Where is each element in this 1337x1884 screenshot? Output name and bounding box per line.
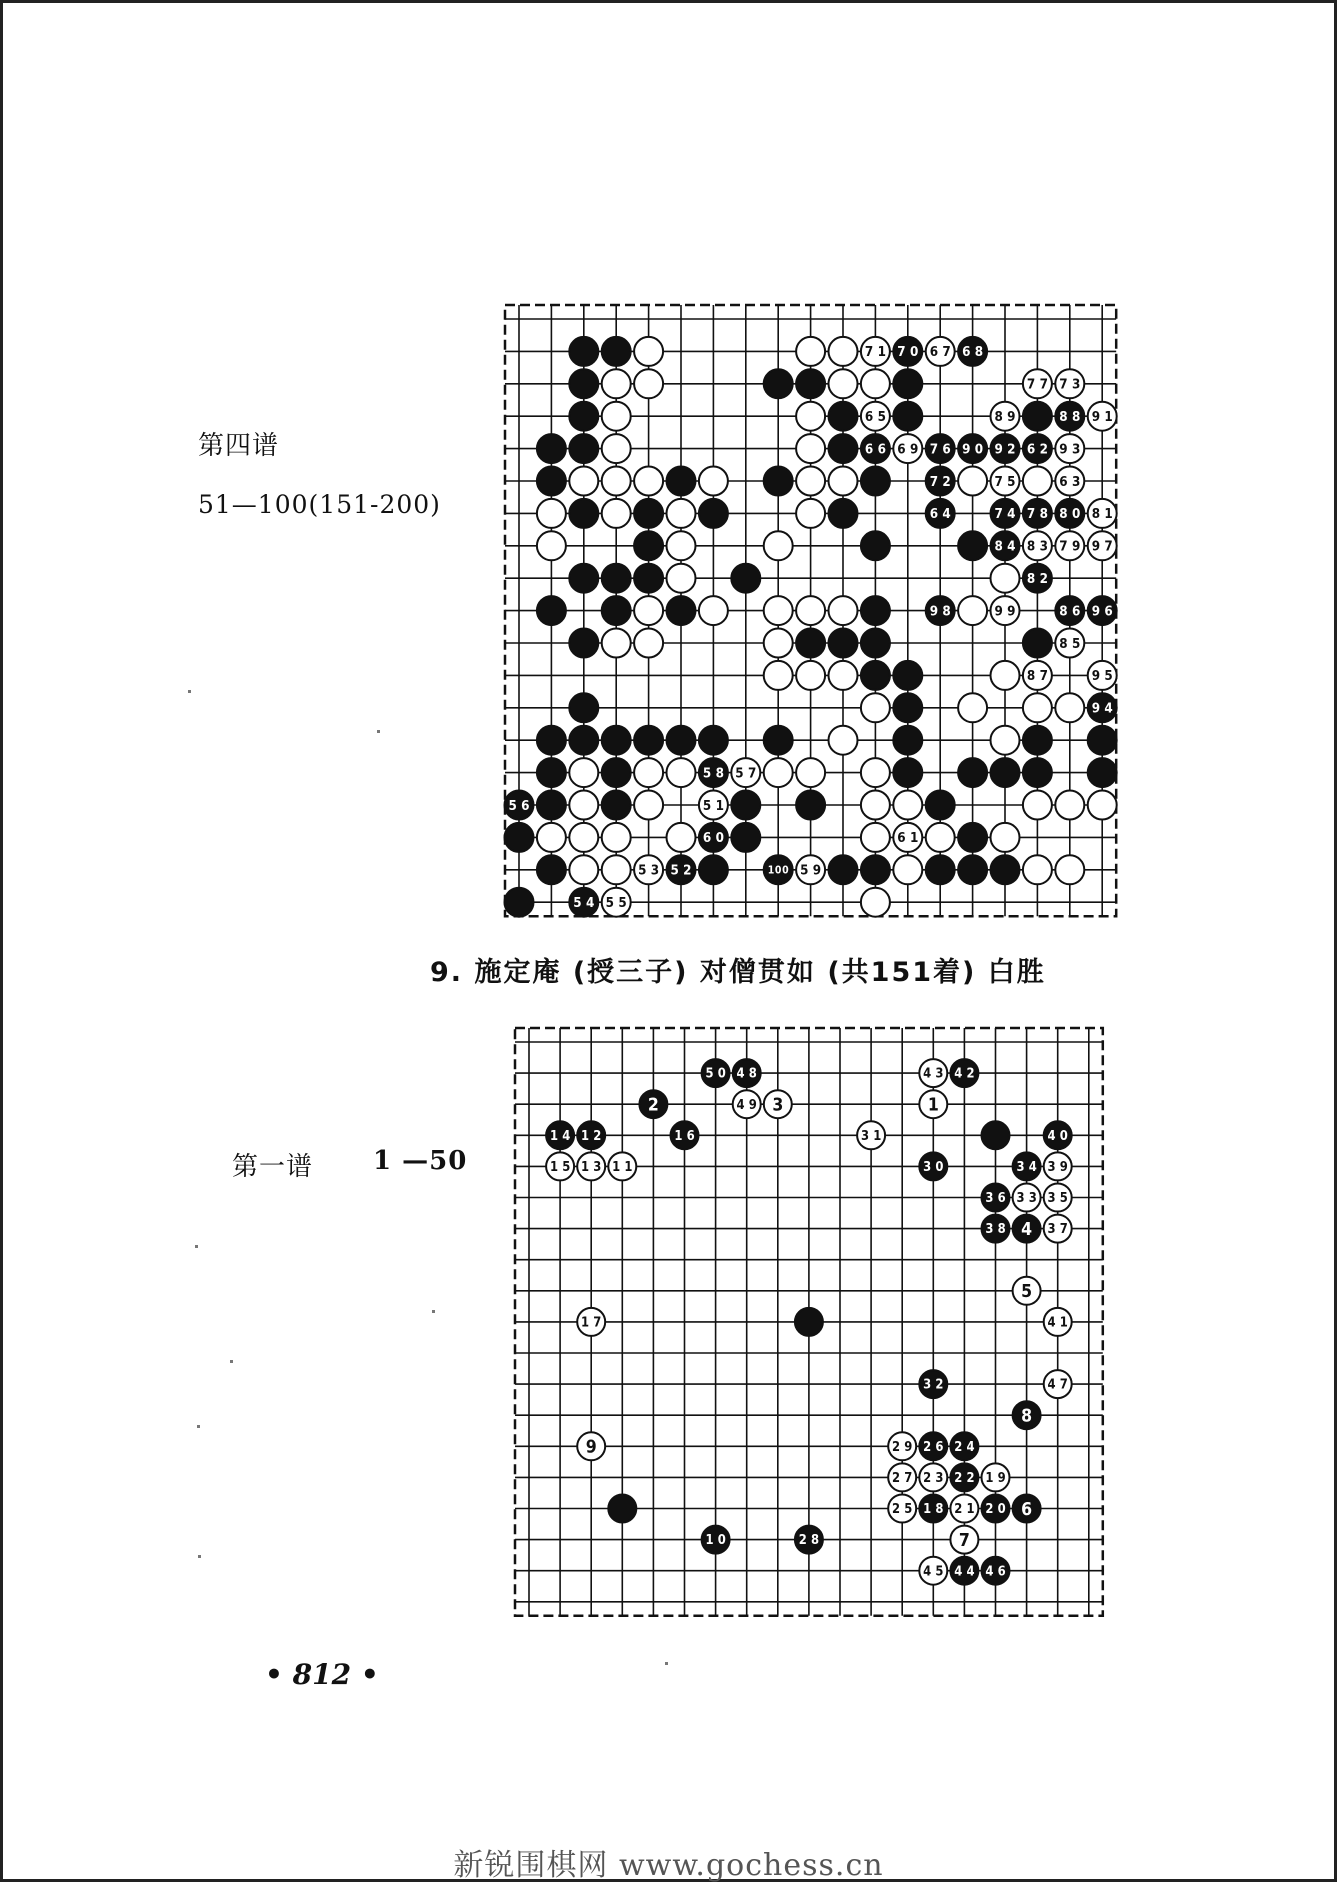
black-stone bbox=[1023, 758, 1052, 787]
move-number: 38 bbox=[985, 1222, 1006, 1238]
black-stone bbox=[1023, 726, 1052, 755]
diagram-4-label: 第四谱 bbox=[198, 431, 280, 461]
white-stone bbox=[796, 337, 825, 366]
move-number: 45 bbox=[923, 1564, 944, 1580]
white-stone bbox=[569, 791, 598, 820]
white-stone bbox=[537, 531, 566, 560]
black-stone bbox=[861, 661, 890, 690]
black-stone bbox=[764, 726, 793, 755]
white-stone bbox=[796, 758, 825, 787]
move-number: 84 bbox=[994, 539, 1016, 555]
black-stone bbox=[893, 369, 922, 398]
move-number: 56 bbox=[508, 798, 530, 814]
white-stone bbox=[829, 337, 858, 366]
move-number: 37 bbox=[1047, 1222, 1068, 1238]
black-stone bbox=[893, 693, 922, 722]
move-number: 95 bbox=[1091, 669, 1113, 685]
black-stone bbox=[667, 467, 696, 496]
black-stone bbox=[861, 467, 890, 496]
move-number: 86 bbox=[1059, 604, 1081, 620]
black-stone bbox=[982, 1121, 1010, 1149]
move-number: 13 bbox=[581, 1160, 602, 1176]
black-stone bbox=[1023, 402, 1052, 431]
white-stone bbox=[602, 499, 631, 528]
white-stone bbox=[569, 855, 598, 884]
white-stone bbox=[958, 693, 987, 722]
move-number: 30 bbox=[923, 1160, 944, 1176]
move-number: 93 bbox=[1059, 442, 1081, 458]
move-number: 47 bbox=[1047, 1377, 1068, 1393]
black-stone bbox=[699, 499, 728, 528]
black-stone bbox=[829, 499, 858, 528]
move-number: 53 bbox=[638, 863, 660, 879]
white-stone bbox=[667, 564, 696, 593]
black-stone bbox=[667, 726, 696, 755]
move-number: 71 bbox=[864, 345, 886, 361]
black-stone bbox=[537, 596, 566, 625]
move-number: 88 bbox=[1059, 410, 1081, 426]
white-stone bbox=[1023, 791, 1052, 820]
move-number: 70 bbox=[897, 345, 919, 361]
black-stone bbox=[861, 531, 890, 560]
white-stone bbox=[667, 823, 696, 852]
move-number: 51 bbox=[702, 798, 724, 814]
black-stone bbox=[537, 855, 566, 884]
black-stone bbox=[569, 434, 598, 463]
move-number: 24 bbox=[954, 1439, 975, 1455]
move-number: 52 bbox=[670, 863, 692, 879]
move-number: 7 bbox=[958, 1530, 970, 1551]
move-number: 64 bbox=[929, 507, 951, 523]
move-number: 54 bbox=[573, 896, 595, 912]
white-stone bbox=[861, 888, 890, 917]
move-number: 79 bbox=[1059, 539, 1081, 555]
white-stone bbox=[667, 531, 696, 560]
white-stone bbox=[861, 693, 890, 722]
move-number: 33 bbox=[1016, 1191, 1037, 1207]
black-stone bbox=[861, 855, 890, 884]
black-stone bbox=[861, 596, 890, 625]
black-stone bbox=[795, 1308, 823, 1336]
move-number: 55 bbox=[605, 896, 627, 912]
move-number: 81 bbox=[1091, 507, 1113, 523]
black-stone bbox=[569, 564, 598, 593]
black-stone bbox=[634, 726, 663, 755]
white-stone bbox=[991, 823, 1020, 852]
white-stone bbox=[602, 402, 631, 431]
move-number: 72 bbox=[929, 474, 951, 490]
black-stone bbox=[958, 531, 987, 560]
move-number: 36 bbox=[985, 1191, 1006, 1207]
move-number: 48 bbox=[736, 1066, 757, 1082]
move-number: 5 bbox=[1021, 1282, 1033, 1303]
scan-speck bbox=[230, 1360, 233, 1363]
move-number: 27 bbox=[892, 1471, 913, 1487]
move-number: 44 bbox=[954, 1564, 975, 1580]
move-number: 58 bbox=[702, 766, 724, 782]
white-stone bbox=[1088, 791, 1117, 820]
white-stone bbox=[537, 499, 566, 528]
white-stone bbox=[861, 823, 890, 852]
scan-speck bbox=[377, 730, 380, 733]
diagram-1-range: 1 —50 bbox=[373, 1146, 468, 1176]
move-number: 99 bbox=[994, 604, 1016, 620]
move-number: 20 bbox=[985, 1502, 1006, 1518]
black-stone bbox=[699, 726, 728, 755]
scan-speck bbox=[188, 690, 191, 693]
white-stone bbox=[634, 758, 663, 787]
white-stone bbox=[634, 337, 663, 366]
white-stone bbox=[537, 823, 566, 852]
move-number: 61 bbox=[897, 831, 919, 847]
scan-speck bbox=[198, 1555, 201, 1558]
white-stone bbox=[829, 661, 858, 690]
go-board-diagram-1 bbox=[515, 1028, 1115, 1613]
white-stone bbox=[796, 467, 825, 496]
move-number: 87 bbox=[1026, 669, 1048, 685]
white-stone bbox=[1055, 693, 1084, 722]
move-number: 41 bbox=[1047, 1315, 1068, 1331]
white-stone bbox=[829, 467, 858, 496]
move-number: 29 bbox=[892, 1439, 913, 1455]
move-number: 26 bbox=[923, 1439, 944, 1455]
white-stone bbox=[569, 758, 598, 787]
black-stone bbox=[829, 629, 858, 658]
black-stone bbox=[731, 823, 760, 852]
move-number: 17 bbox=[581, 1315, 602, 1331]
white-stone bbox=[991, 726, 1020, 755]
white-stone bbox=[634, 369, 663, 398]
black-stone bbox=[537, 758, 566, 787]
black-stone bbox=[893, 661, 922, 690]
black-stone bbox=[796, 369, 825, 398]
move-number: 62 bbox=[1026, 442, 1048, 458]
black-stone bbox=[1088, 758, 1117, 787]
white-stone bbox=[1055, 855, 1084, 884]
move-number: 31 bbox=[860, 1128, 882, 1144]
black-stone bbox=[796, 791, 825, 820]
white-stone bbox=[569, 467, 598, 496]
move-number: 100 bbox=[767, 864, 789, 877]
move-number: 50 bbox=[705, 1066, 726, 1082]
white-stone bbox=[796, 596, 825, 625]
scan-speck bbox=[197, 1425, 200, 1428]
move-number: 12 bbox=[581, 1128, 602, 1144]
black-stone bbox=[958, 823, 987, 852]
move-number: 43 bbox=[923, 1066, 944, 1082]
white-stone bbox=[764, 629, 793, 658]
black-stone bbox=[893, 758, 922, 787]
move-number: 19 bbox=[985, 1471, 1006, 1487]
white-stone bbox=[829, 596, 858, 625]
black-stone bbox=[569, 629, 598, 658]
move-number: 23 bbox=[923, 1471, 944, 1487]
white-stone bbox=[634, 791, 663, 820]
white-stone bbox=[764, 758, 793, 787]
white-stone bbox=[1023, 855, 1052, 884]
black-stone bbox=[764, 467, 793, 496]
black-stone bbox=[958, 855, 987, 884]
move-number: 73 bbox=[1059, 377, 1081, 393]
move-number: 85 bbox=[1059, 636, 1081, 652]
move-number: 8 bbox=[1021, 1406, 1033, 1427]
white-stone bbox=[602, 823, 631, 852]
white-stone bbox=[602, 629, 631, 658]
page-number: • 812 • bbox=[265, 1658, 379, 1691]
black-stone bbox=[926, 855, 955, 884]
black-stone bbox=[602, 791, 631, 820]
white-stone bbox=[796, 661, 825, 690]
white-stone bbox=[861, 758, 890, 787]
white-stone bbox=[829, 726, 858, 755]
white-stone bbox=[634, 467, 663, 496]
move-number: 91 bbox=[1091, 410, 1113, 426]
white-stone bbox=[634, 629, 663, 658]
white-stone bbox=[602, 467, 631, 496]
move-number: 59 bbox=[800, 863, 822, 879]
white-stone bbox=[764, 531, 793, 560]
white-stone bbox=[796, 499, 825, 528]
move-number: 2 bbox=[647, 1095, 659, 1116]
white-stone bbox=[958, 596, 987, 625]
white-stone bbox=[764, 596, 793, 625]
move-number: 21 bbox=[954, 1502, 975, 1518]
move-number: 35 bbox=[1047, 1191, 1068, 1207]
white-stone bbox=[893, 855, 922, 884]
move-number: 42 bbox=[954, 1066, 975, 1082]
diagram-1-label: 第一谱 bbox=[232, 1152, 314, 1182]
black-stone bbox=[505, 823, 534, 852]
white-stone bbox=[991, 661, 1020, 690]
black-stone bbox=[893, 726, 922, 755]
white-stone bbox=[861, 791, 890, 820]
black-stone bbox=[569, 402, 598, 431]
move-number: 82 bbox=[1026, 572, 1048, 588]
black-stone bbox=[893, 402, 922, 431]
black-stone bbox=[958, 758, 987, 787]
black-stone bbox=[602, 596, 631, 625]
white-stone bbox=[764, 661, 793, 690]
move-number: 69 bbox=[897, 442, 919, 458]
move-number: 67 bbox=[929, 345, 951, 361]
move-number: 80 bbox=[1059, 507, 1081, 523]
white-stone bbox=[602, 434, 631, 463]
move-number: 92 bbox=[994, 442, 1016, 458]
scan-speck bbox=[432, 1310, 435, 1313]
move-number: 97 bbox=[1091, 539, 1113, 555]
black-stone bbox=[667, 596, 696, 625]
black-stone bbox=[634, 564, 663, 593]
black-stone bbox=[991, 758, 1020, 787]
move-number: 63 bbox=[1059, 474, 1081, 490]
black-stone bbox=[602, 564, 631, 593]
white-stone bbox=[602, 855, 631, 884]
move-number: 10 bbox=[705, 1533, 726, 1549]
move-number: 1 bbox=[927, 1095, 939, 1116]
move-number: 74 bbox=[994, 507, 1016, 523]
move-number: 3 bbox=[772, 1095, 784, 1116]
black-stone bbox=[829, 434, 858, 463]
white-stone bbox=[667, 499, 696, 528]
black-stone bbox=[602, 726, 631, 755]
move-number: 9 bbox=[585, 1437, 597, 1458]
black-stone bbox=[634, 499, 663, 528]
move-number: 57 bbox=[735, 766, 757, 782]
black-stone bbox=[731, 791, 760, 820]
white-stone bbox=[893, 791, 922, 820]
black-stone bbox=[699, 855, 728, 884]
black-stone bbox=[569, 693, 598, 722]
white-stone bbox=[926, 823, 955, 852]
white-stone bbox=[569, 823, 598, 852]
move-number: 6 bbox=[1021, 1499, 1033, 1520]
black-stone bbox=[731, 564, 760, 593]
white-stone bbox=[861, 369, 890, 398]
move-number: 16 bbox=[674, 1128, 695, 1144]
black-stone bbox=[634, 531, 663, 560]
move-number: 15 bbox=[549, 1160, 571, 1176]
black-stone bbox=[926, 791, 955, 820]
move-number: 94 bbox=[1091, 701, 1113, 717]
move-number: 98 bbox=[929, 604, 951, 620]
black-stone bbox=[537, 791, 566, 820]
diagram-4-range: 51—100(151-200) bbox=[198, 490, 441, 519]
black-stone bbox=[569, 369, 598, 398]
move-number: 83 bbox=[1026, 539, 1048, 555]
black-stone bbox=[829, 855, 858, 884]
white-stone bbox=[1023, 467, 1052, 496]
move-number: 68 bbox=[962, 345, 984, 361]
move-number: 22 bbox=[954, 1471, 975, 1487]
move-number: 18 bbox=[923, 1502, 944, 1518]
white-stone bbox=[796, 402, 825, 431]
move-number: 32 bbox=[923, 1377, 944, 1393]
move-number: 89 bbox=[994, 410, 1016, 426]
move-number: 77 bbox=[1026, 377, 1048, 393]
black-stone bbox=[505, 888, 534, 917]
move-number: 34 bbox=[1016, 1160, 1037, 1176]
black-stone bbox=[764, 369, 793, 398]
black-stone bbox=[537, 467, 566, 496]
black-stone bbox=[1023, 629, 1052, 658]
move-number: 14 bbox=[549, 1128, 571, 1144]
black-stone bbox=[796, 629, 825, 658]
scan-speck bbox=[665, 1662, 668, 1665]
black-stone bbox=[602, 758, 631, 787]
black-stone bbox=[569, 499, 598, 528]
black-stone bbox=[991, 855, 1020, 884]
white-stone bbox=[1055, 791, 1084, 820]
footer-watermark: 新锐围棋网 www.gochess.cn bbox=[453, 1848, 884, 1883]
move-number: 40 bbox=[1047, 1128, 1068, 1144]
move-number: 78 bbox=[1026, 507, 1048, 523]
move-number: 60 bbox=[702, 831, 724, 847]
white-stone bbox=[667, 758, 696, 787]
move-number: 65 bbox=[864, 410, 886, 426]
move-number: 75 bbox=[994, 474, 1016, 490]
go-board-diagram-4 bbox=[505, 305, 1125, 910]
white-stone bbox=[602, 369, 631, 398]
black-stone bbox=[829, 402, 858, 431]
black-stone bbox=[602, 337, 631, 366]
white-stone bbox=[699, 596, 728, 625]
black-stone bbox=[569, 726, 598, 755]
black-stone bbox=[1088, 726, 1117, 755]
black-stone bbox=[537, 726, 566, 755]
move-number: 25 bbox=[892, 1502, 913, 1518]
move-number: 11 bbox=[612, 1160, 633, 1176]
white-stone bbox=[1023, 693, 1052, 722]
game-title: 9. 施定庵 (授三子) 对僧贯如 (共151着) 白胜 bbox=[430, 957, 1046, 988]
move-number: 46 bbox=[985, 1564, 1006, 1580]
white-stone bbox=[796, 434, 825, 463]
move-number: 90 bbox=[962, 442, 984, 458]
black-stone bbox=[537, 434, 566, 463]
move-number: 49 bbox=[736, 1097, 757, 1113]
black-stone bbox=[569, 337, 598, 366]
black-stone bbox=[608, 1495, 636, 1523]
white-stone bbox=[634, 596, 663, 625]
move-number: 28 bbox=[798, 1533, 820, 1549]
white-stone bbox=[991, 564, 1020, 593]
move-number: 76 bbox=[929, 442, 951, 458]
move-number: 4 bbox=[1021, 1219, 1033, 1240]
white-stone bbox=[958, 467, 987, 496]
move-number: 66 bbox=[864, 442, 886, 458]
white-stone bbox=[699, 467, 728, 496]
move-number: 96 bbox=[1091, 604, 1113, 620]
white-stone bbox=[829, 369, 858, 398]
move-number: 39 bbox=[1047, 1160, 1068, 1176]
scan-speck bbox=[195, 1245, 198, 1248]
black-stone bbox=[861, 629, 890, 658]
